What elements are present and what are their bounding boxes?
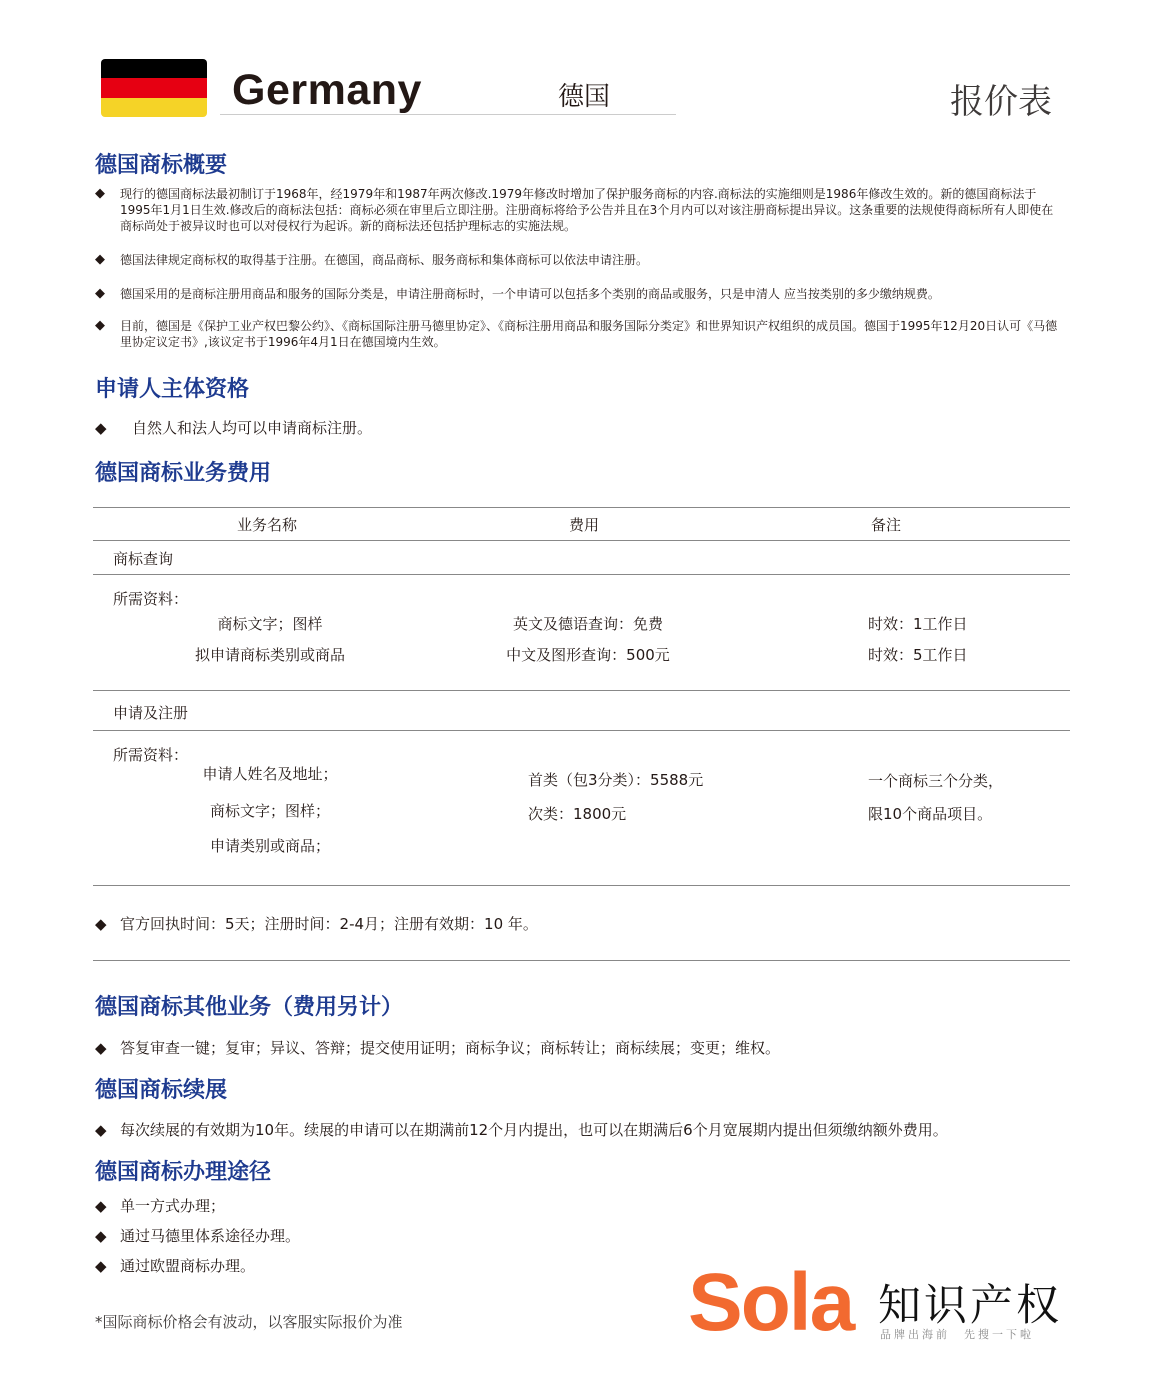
sola-logo: Sola <box>688 1257 854 1348</box>
section-title-fees: 德国商标业务费用 <box>95 461 272 486</box>
bullet-diamond-icon: ◆ <box>95 1197 107 1215</box>
bullet-diamond-icon: ◆ <box>95 252 105 267</box>
column-header-service: 业务名称 <box>237 516 298 534</box>
table-divider <box>93 885 1070 886</box>
note-item: 一个商标三个分类， <box>868 772 1004 790</box>
bullet-diamond-icon: ◆ <box>95 1121 107 1139</box>
column-header-fee: 费用 <box>569 516 600 534</box>
material-item: 申请类别或商品； <box>209 837 330 855</box>
material-item: 拟申请商标类别或商品 <box>194 646 345 664</box>
materials-label: 所需资料： <box>113 746 189 764</box>
service-name-registration: 申请及注册 <box>113 704 189 722</box>
materials-label: 所需资料： <box>113 590 189 608</box>
note-item: 时效：5工作日 <box>868 646 968 664</box>
price-footnote: *国际商标价格会有波动，以客服实际报价为准 <box>95 1313 403 1331</box>
column-header-note: 备注 <box>871 516 902 534</box>
fee-item: 次类：1800元 <box>528 805 627 823</box>
bullet-diamond-icon: ◆ <box>95 286 105 301</box>
table-divider <box>93 507 1070 508</box>
fee-item: 首类（包3分类）：5588元 <box>528 771 704 789</box>
country-name-en: Germany <box>232 66 422 114</box>
document-title: 报价表 <box>950 82 1052 122</box>
section-title-other-services: 德国商标其他业务（费用另计） <box>95 995 404 1020</box>
country-name-cn: 德国 <box>558 82 611 112</box>
section-title-overview: 德国商标概要 <box>95 153 228 178</box>
material-item: 商标文字；图样 <box>217 615 323 633</box>
section-divider <box>93 960 1070 961</box>
brand-name-cn: 知识产权 <box>878 1281 1062 1331</box>
bullet-diamond-icon: ◆ <box>95 1227 107 1245</box>
brand-slogan: 品牌出海前 先搜一下啦 <box>880 1328 1034 1341</box>
section-title-eligibility: 申请人主体资格 <box>95 377 250 402</box>
bullet-diamond-icon: ◆ <box>95 186 105 201</box>
section-title-renewal: 德国商标续展 <box>95 1078 228 1103</box>
table-divider <box>93 574 1070 575</box>
service-name-search: 商标查询 <box>113 550 174 568</box>
fee-item: 中文及图形查询：500元 <box>506 646 670 664</box>
bullet-diamond-icon: ◆ <box>95 915 107 933</box>
note-item: 时效：1工作日 <box>868 615 968 633</box>
germany-flag <box>101 59 207 117</box>
table-divider <box>93 730 1070 731</box>
bullet-diamond-icon: ◆ <box>95 1039 107 1057</box>
header-divider <box>220 114 676 115</box>
bullet-diamond-icon: ◆ <box>95 419 107 437</box>
material-item: 申请人姓名及地址； <box>202 765 338 783</box>
table-divider <box>93 690 1070 691</box>
section-title-routes: 德国商标办理途径 <box>95 1160 272 1185</box>
material-item: 商标文字；图样； <box>209 802 330 820</box>
bullet-diamond-icon: ◆ <box>95 1257 107 1275</box>
table-divider <box>93 540 1070 541</box>
fee-item: 英文及德语查询：免费 <box>512 615 663 633</box>
bullet-diamond-icon: ◆ <box>95 318 105 333</box>
note-item: 限10个商品项目。 <box>868 805 993 823</box>
